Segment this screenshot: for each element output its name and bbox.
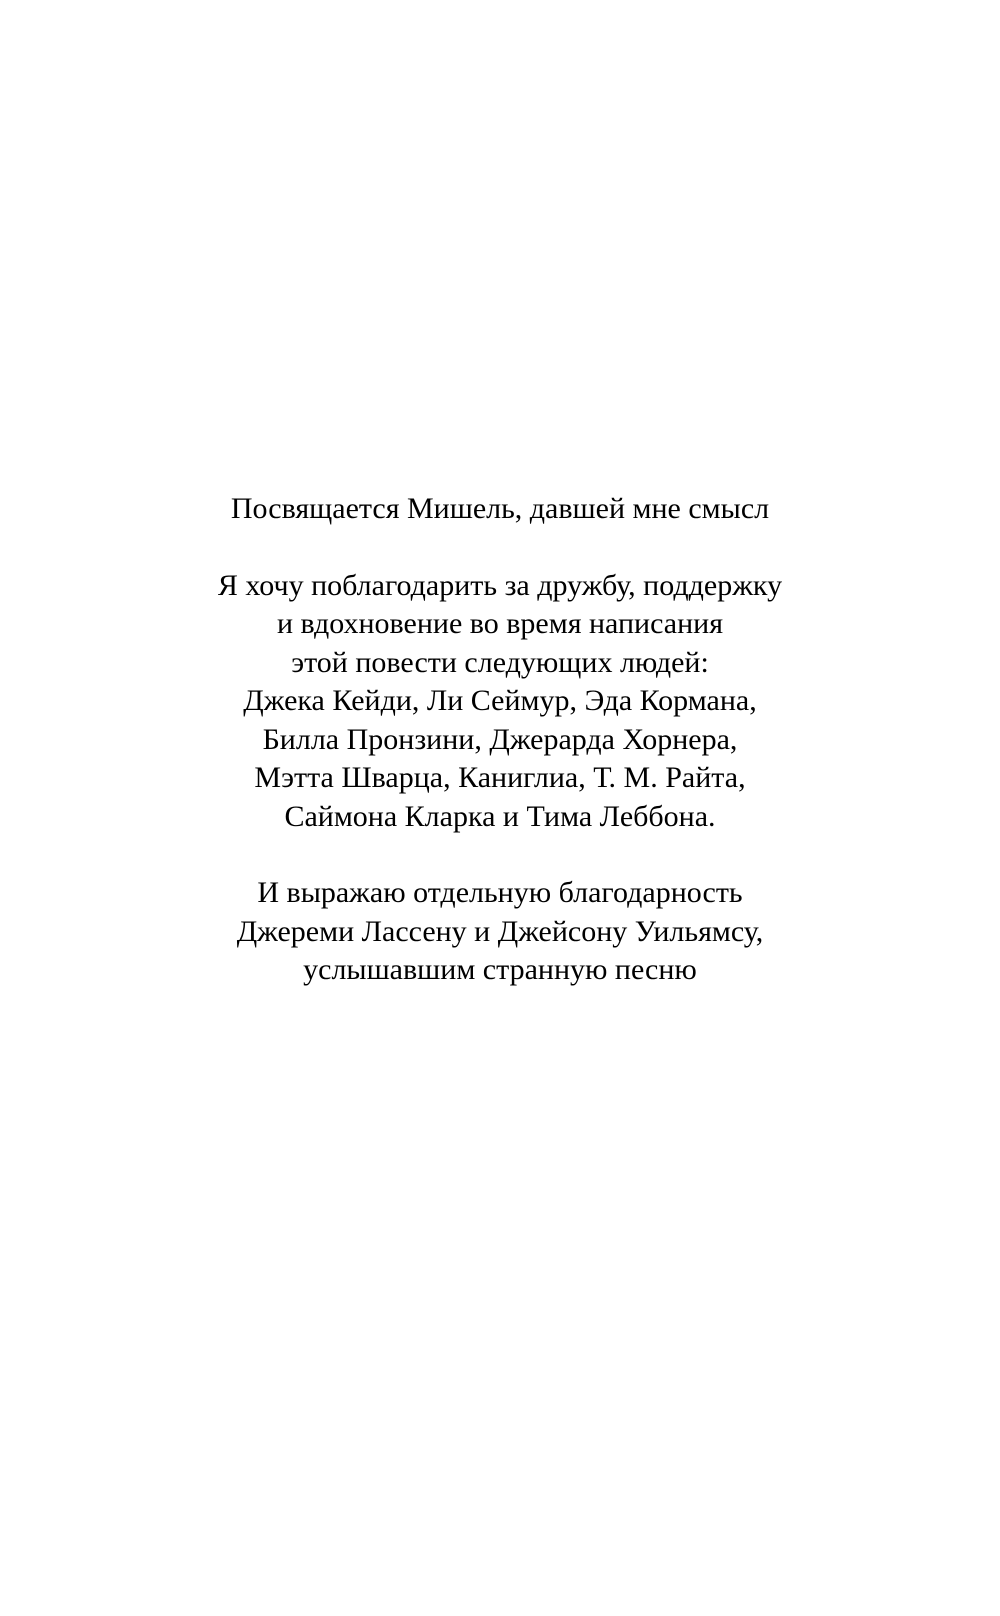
paragraph-gap xyxy=(0,529,1000,567)
paragraph-gap xyxy=(0,836,1000,874)
dedication-line xyxy=(0,490,1000,529)
acknowledgement-line: Мэтта Шварца, Каниглиа, Т. М. Райта, xyxy=(254,761,746,794)
dedication-block xyxy=(0,490,1000,990)
dedication-text: Посвящается Мишель, давшей мне смысл xyxy=(230,492,770,525)
acknowledgement-line: Я хочу поблагодарить за дружбу, поддержку xyxy=(217,568,783,602)
acknowledgement-line: этой повести следующих людей: xyxy=(291,645,709,679)
special-thanks-paragraph xyxy=(0,874,1000,990)
special-thanks-line: услышавшим странную песню xyxy=(303,953,697,986)
acknowledgement-line: Джека Кейди, Ли Сеймур, Эда Кормана, xyxy=(243,684,757,717)
acknowledgement-line: и вдохновение во время написания xyxy=(277,607,723,640)
special-thanks-line: И выражаю отдельную благодарность xyxy=(257,876,743,909)
special-thanks-line: Джереми Лассену и Джейсону Уильямсу, xyxy=(236,914,764,948)
acknowledgement-line: Саймона Кларка и Тима Леббона. xyxy=(284,799,716,833)
acknowledgement-line: Билла Пронзини, Джерарда Хорнера, xyxy=(262,722,738,756)
acknowledgements-paragraph xyxy=(0,567,1000,837)
